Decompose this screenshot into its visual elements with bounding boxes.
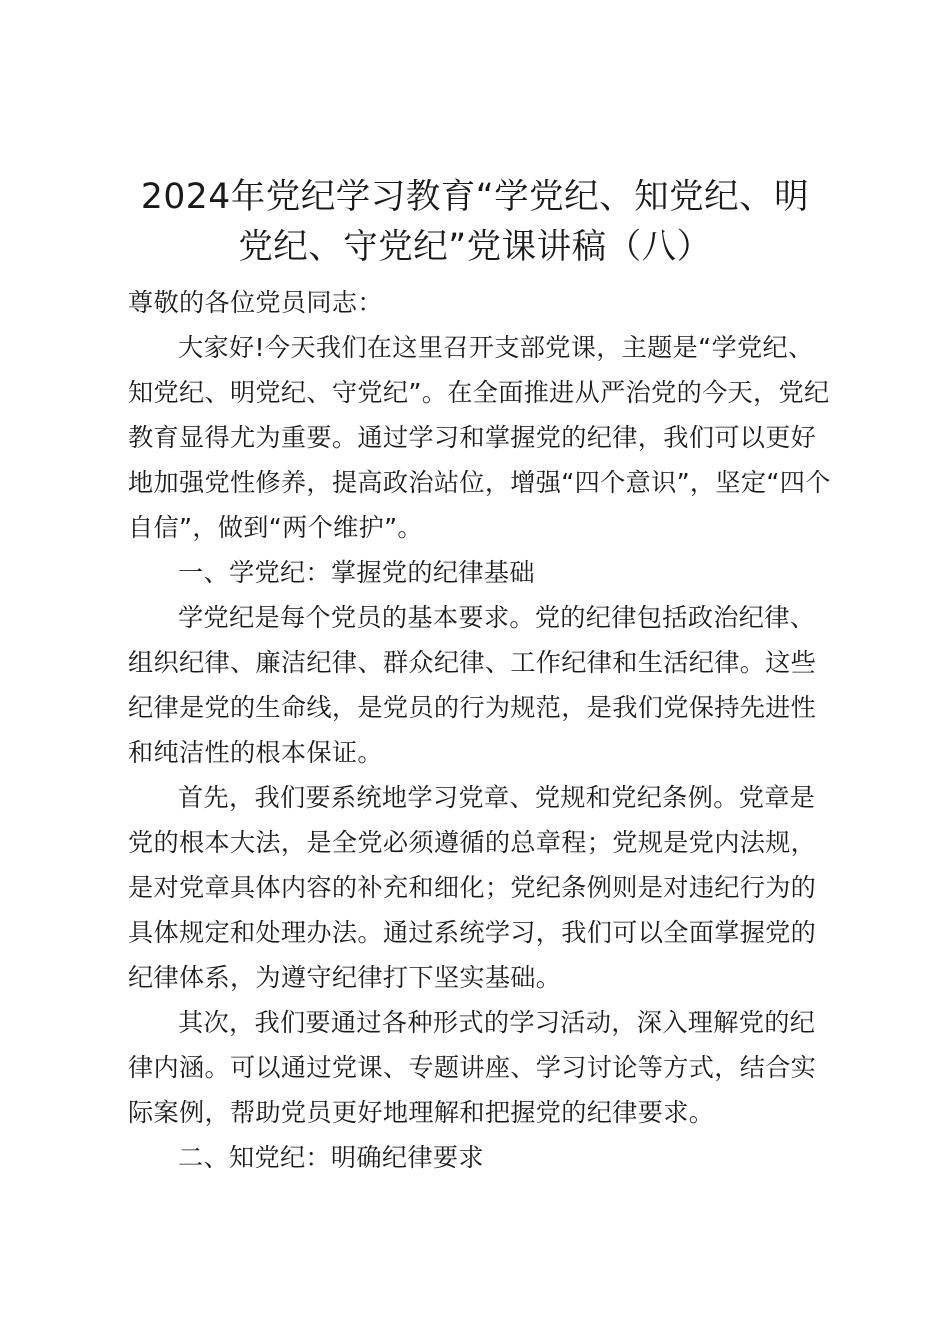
paragraph-line: 际案例，帮助党员更好地理解和把握党的纪律要求。 <box>128 1098 715 1127</box>
paragraph-line: 学党纪是每个党员的基本要求。党的纪律包括政治纪律、 <box>178 603 816 632</box>
paragraph-line: 律内涵。可以通过党课、专题讲座、学习讨论等方式，结合实 <box>128 1053 817 1082</box>
title-line: 党纪、守党纪”党课讲稿（八） <box>238 227 712 267</box>
section-heading: 一、学党纪：掌握党的纪律基础 <box>178 558 535 587</box>
document-body <box>128 280 833 1180</box>
paragraph-line: 党的根本大法，是全党必须遵循的总章程；党规是党内法规， <box>128 828 817 857</box>
paragraph-line: 纪律是党的生命线，是党员的行为规范，是我们党保持先进性 <box>128 693 817 722</box>
paragraph-line: 组织纪律、廉洁纪律、群众纪律、工作纪律和生活纪律。这些 <box>128 648 817 677</box>
paragraph-line: 是对党章具体内容的补充和细化；党纪条例则是对违纪行为的 <box>128 873 817 902</box>
section-heading: 二、知党纪：明确纪律要求 <box>178 1143 484 1172</box>
paragraph-line: 大家好!今天我们在这里召开支部党课，主题是“学党纪、 <box>178 333 814 362</box>
salutation: 尊敬的各位党员同志： <box>128 288 383 317</box>
paragraph-line: 纪律体系，为遵守纪律打下坚实基础。 <box>128 963 562 992</box>
title-line: 2024年党纪学习教育“学党纪、知党纪、明 <box>140 177 810 217</box>
paragraph-line: 地加强党性修养，提高政治站位，增强“四个意识”，坚定“四个 <box>128 468 831 497</box>
paragraph-line: 和纯洁性的根本保证。 <box>128 738 383 767</box>
paragraph-line: 其次，我们要通过各种形式的学习活动，深入理解党的纪 <box>178 1008 816 1037</box>
paragraph-line: 首先，我们要系统地学习党章、党规和党纪条例。党章是 <box>178 783 816 812</box>
paragraph-line: 教育显得尤为重要。通过学习和掌握党的纪律，我们可以更好 <box>128 423 817 452</box>
paragraph-line: 具体规定和处理办法。通过系统学习，我们可以全面掌握党的 <box>128 918 817 947</box>
paragraph-line: 自信”，做到“两个维护”。 <box>128 513 423 542</box>
document-title <box>120 172 830 272</box>
paragraph-line: 知党纪、明党纪、守党纪”。在全面推进从严治党的今天，党纪 <box>128 378 830 407</box>
